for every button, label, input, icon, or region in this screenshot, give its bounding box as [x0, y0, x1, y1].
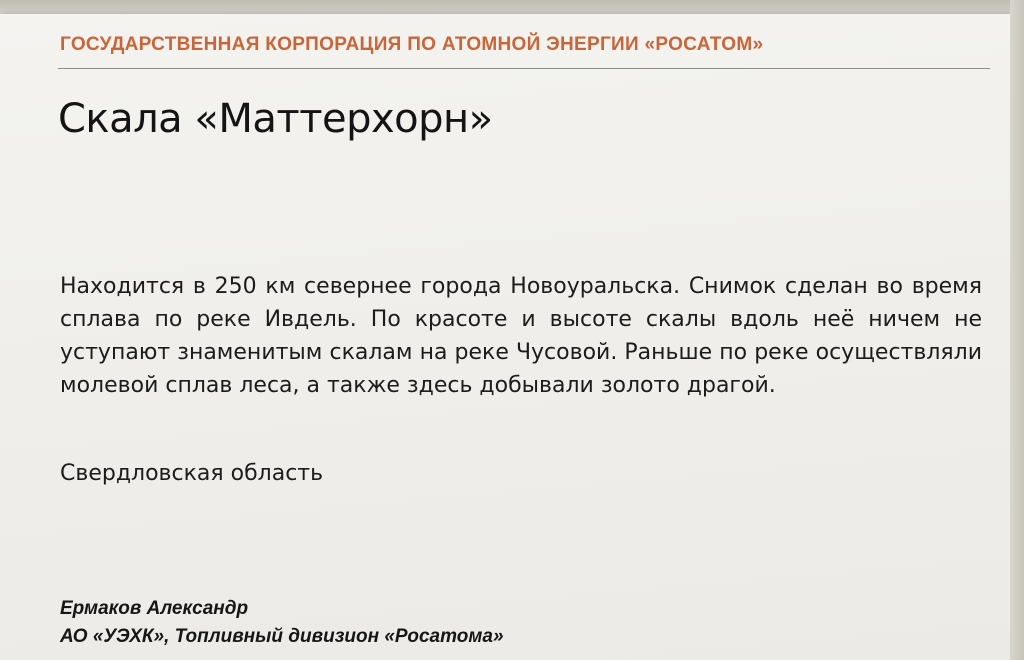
header-divider	[58, 68, 990, 69]
wall-edge	[1010, 0, 1024, 660]
placard-region: Свердловская область	[60, 461, 324, 486]
placard-title: Скала «Маттерхорн»	[58, 96, 493, 142]
organization-header: ГОСУДАРСТВЕННАЯ КОРПОРАЦИЯ ПО АТОМНОЙ ЭНЕРГИИ «РОСАТОМ»	[60, 34, 764, 55]
photo-author: Ермаков Александр	[60, 598, 249, 619]
exhibit-placard	[0, 14, 1010, 660]
placard-description: Находится в 250 км севернее города Новоуральска. Снимок сделан во время сплава по реке Ивдель. По красоте и высоте скалы вдоль неё ничем не уступают знаменитым скалам на реке Чусовой. Раньше по реке осуществляли молевой сплав леса, а также здесь добывали золото драгой.	[60, 274, 982, 398]
author-affiliation: АО «УЭХК», Топливный дивизион «Росатома»	[60, 626, 504, 647]
